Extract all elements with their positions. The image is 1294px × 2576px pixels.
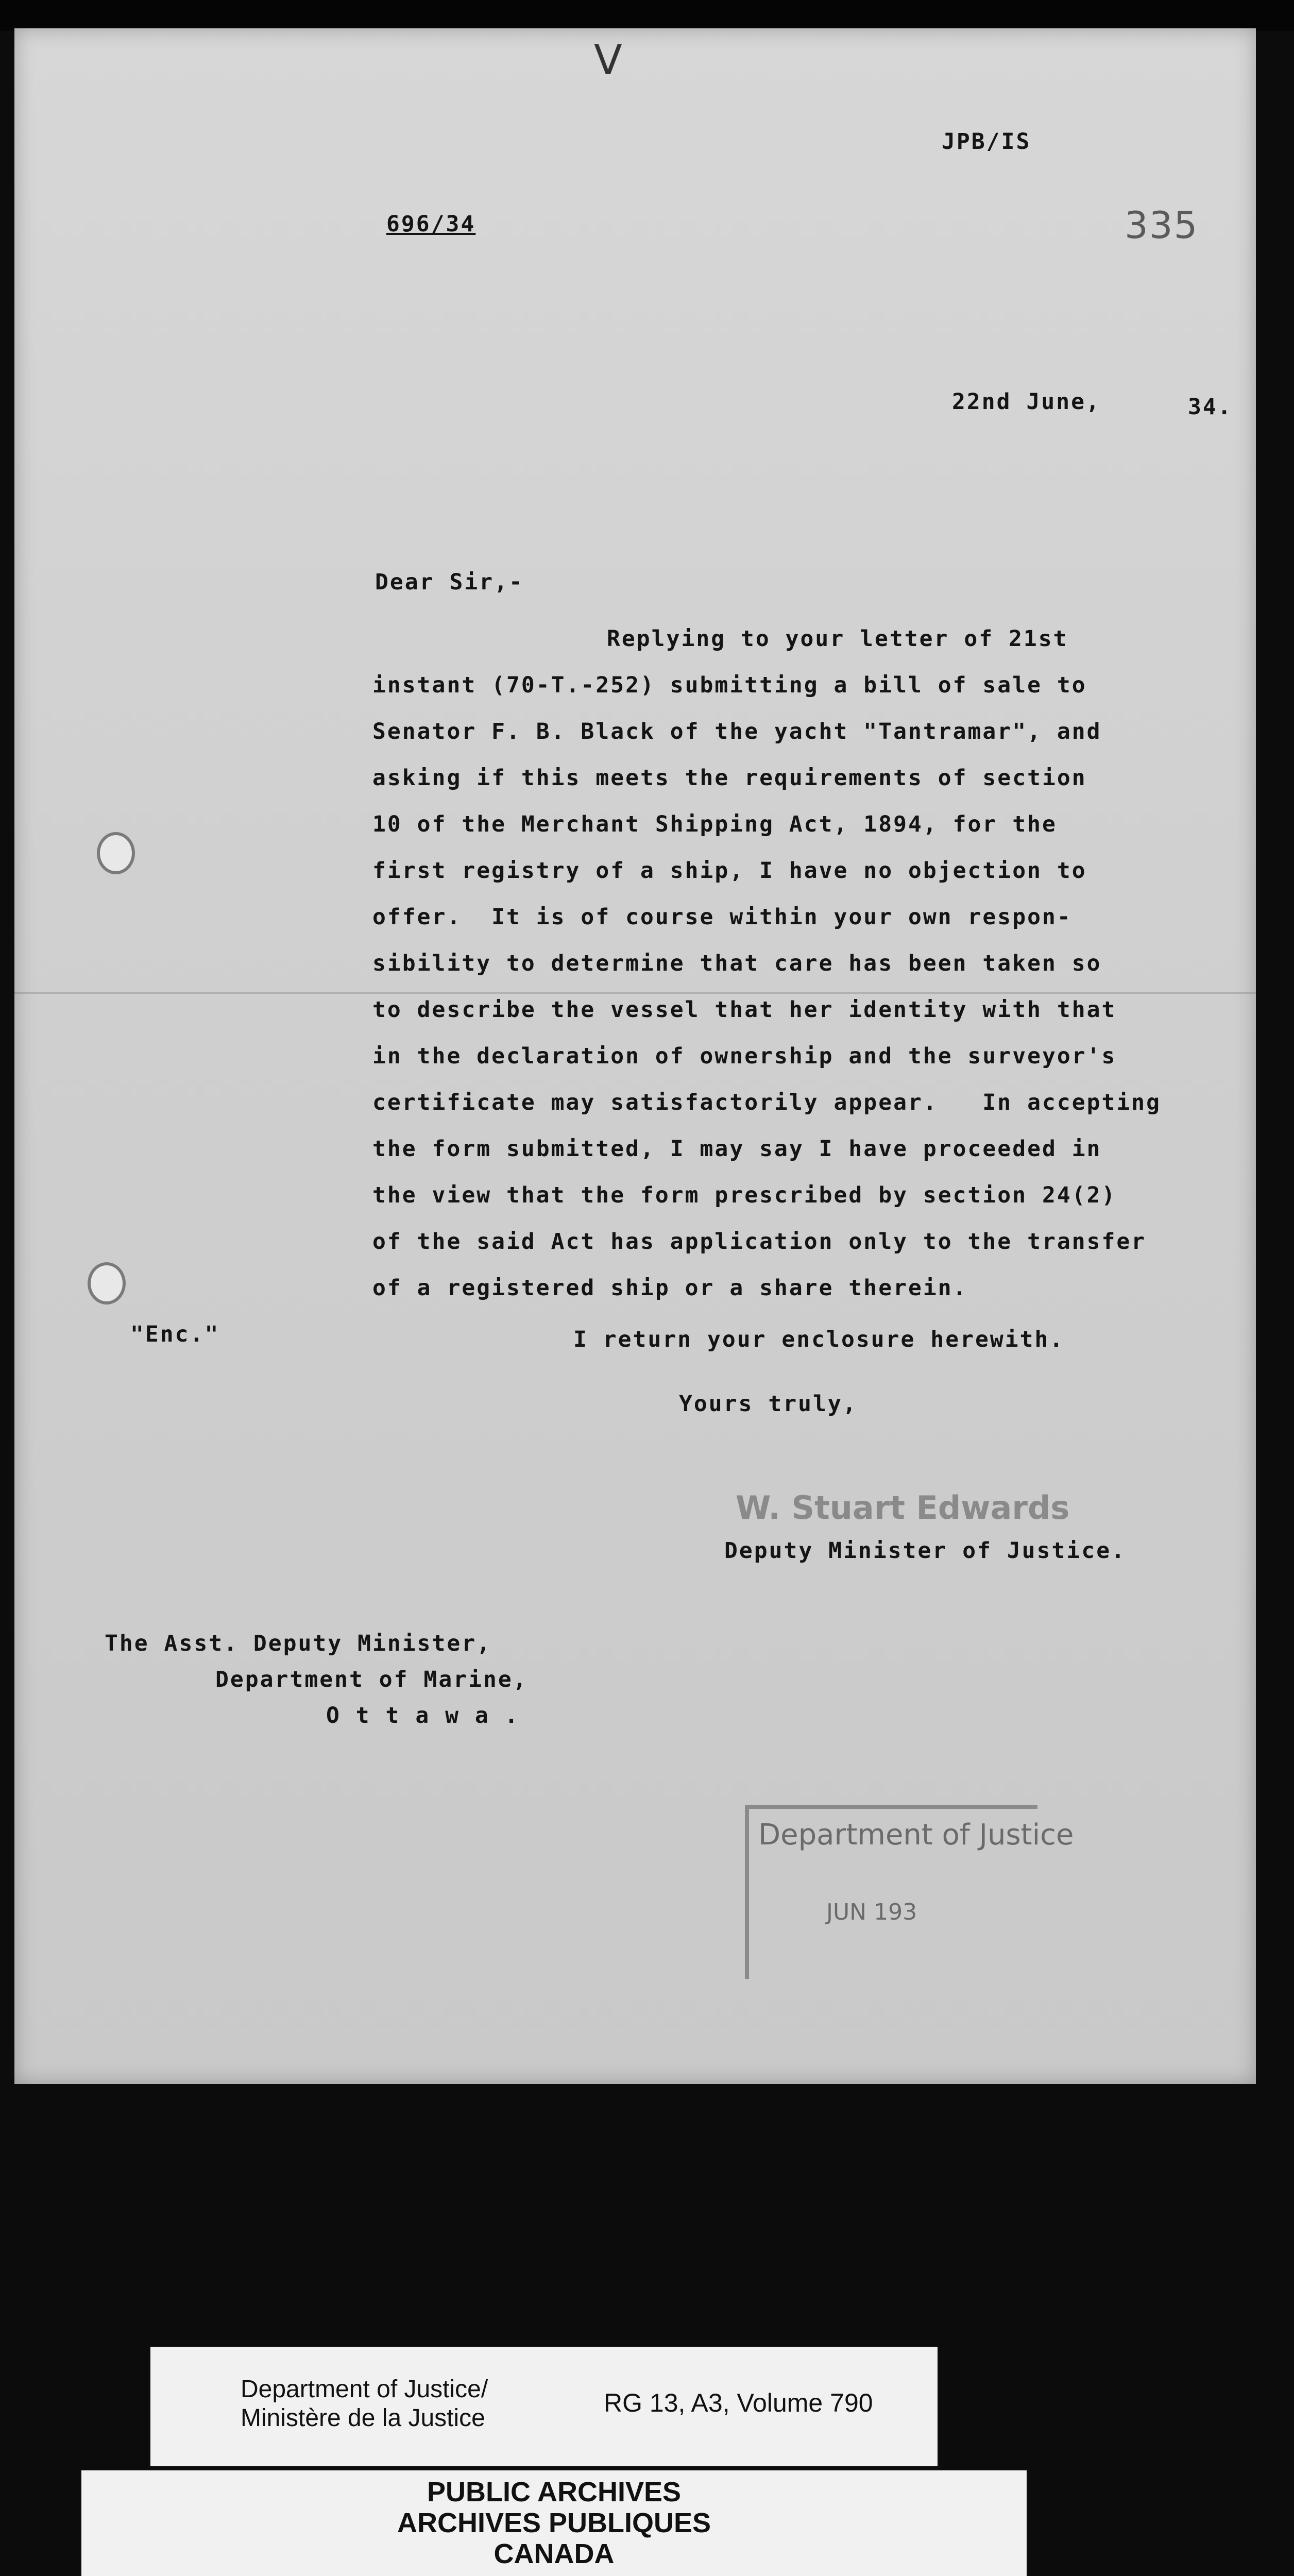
archive-banner-line: ARCHIVES PUBLIQUES: [397, 2507, 711, 2538]
received-stamp-date: JUN 193: [826, 1899, 917, 1925]
body-line: instant (70-T.-252) submitting a bill of sale to: [372, 672, 1087, 698]
letter-date-year: 34.: [1188, 394, 1233, 420]
film-edge: [0, 0, 1294, 31]
body-line: first registry of a ship, I have no objection to: [372, 858, 1087, 884]
typist-initials: JPB/IS: [942, 129, 1031, 155]
signature-stamp: W. Stuart Edwards: [736, 1489, 1070, 1527]
body-line: Senator F. B. Black of the yacht "Tantramar", and: [372, 719, 1102, 744]
public-archives-banner: [81, 2470, 1027, 2576]
body-line: the form submitted, I may say I have proceeded in: [372, 1136, 1102, 1162]
body-line: offer. It is of course within your own respon-: [372, 904, 1072, 930]
body-line: asking if this meets the requirements of section: [372, 765, 1087, 791]
check-mark: V: [594, 36, 622, 84]
file-number: 696/34: [386, 211, 476, 237]
archive-banner-line: PUBLIC ARCHIVES: [427, 2477, 682, 2507]
recipient-line: O t t a w a .: [326, 1703, 520, 1728]
archive-reference-label: [150, 2347, 938, 2466]
salutation: Dear Sir,-: [375, 569, 524, 595]
archive-department-fr: Ministère de la Justice: [241, 2404, 485, 2432]
archive-department-name: [241, 2375, 488, 2433]
received-stamp: [745, 1805, 1074, 1979]
body-line: I return your enclosure herewith.: [573, 1327, 1065, 1352]
punch-hole-top: [97, 832, 135, 874]
punch-hole-bottom: [88, 1262, 126, 1304]
body-line: in the declaration of ownership and the surveyor's: [372, 1043, 1117, 1069]
body-line: the view that the form prescribed by section 24(2): [372, 1182, 1117, 1208]
body-line: to describe the vessel that her identity with that: [372, 997, 1117, 1023]
received-stamp-department: Department of Justice: [758, 1818, 1074, 1852]
archive-department-en: Department of Justice/: [241, 2376, 488, 2403]
body-line: of a registered ship or a share therein.: [372, 1275, 968, 1301]
recipient-line: Department of Marine,: [215, 1667, 528, 1692]
body-line: Replying to your letter of 21st: [607, 626, 1068, 652]
archive-reference: RG 13, A3, Volume 790: [604, 2388, 873, 2417]
closing: Yours truly,: [679, 1391, 858, 1417]
letter-page: [14, 28, 1256, 2084]
body-line: 10 of the Merchant Shipping Act, 1894, for the: [372, 811, 1057, 837]
archive-banner-line: CANADA: [493, 2538, 615, 2569]
paper-fold-line: [14, 992, 1256, 994]
body-line: of the said Act has application only to the transfer: [372, 1229, 1147, 1255]
body-line: certificate may satisfactorily appear. In accepting: [372, 1090, 1162, 1115]
letter-date-day: 22nd June,: [952, 389, 1101, 415]
enclosure-note: "Enc.": [130, 1321, 220, 1347]
recipient-line: The Asst. Deputy Minister,: [105, 1631, 492, 1656]
signatory-title: Deputy Minister of Justice.: [724, 1538, 1126, 1564]
public-archives-text: [81, 2477, 1027, 2569]
body-line: sibility to determine that care has been taken so: [372, 951, 1102, 976]
archive-page-number: 335: [1125, 204, 1199, 247]
